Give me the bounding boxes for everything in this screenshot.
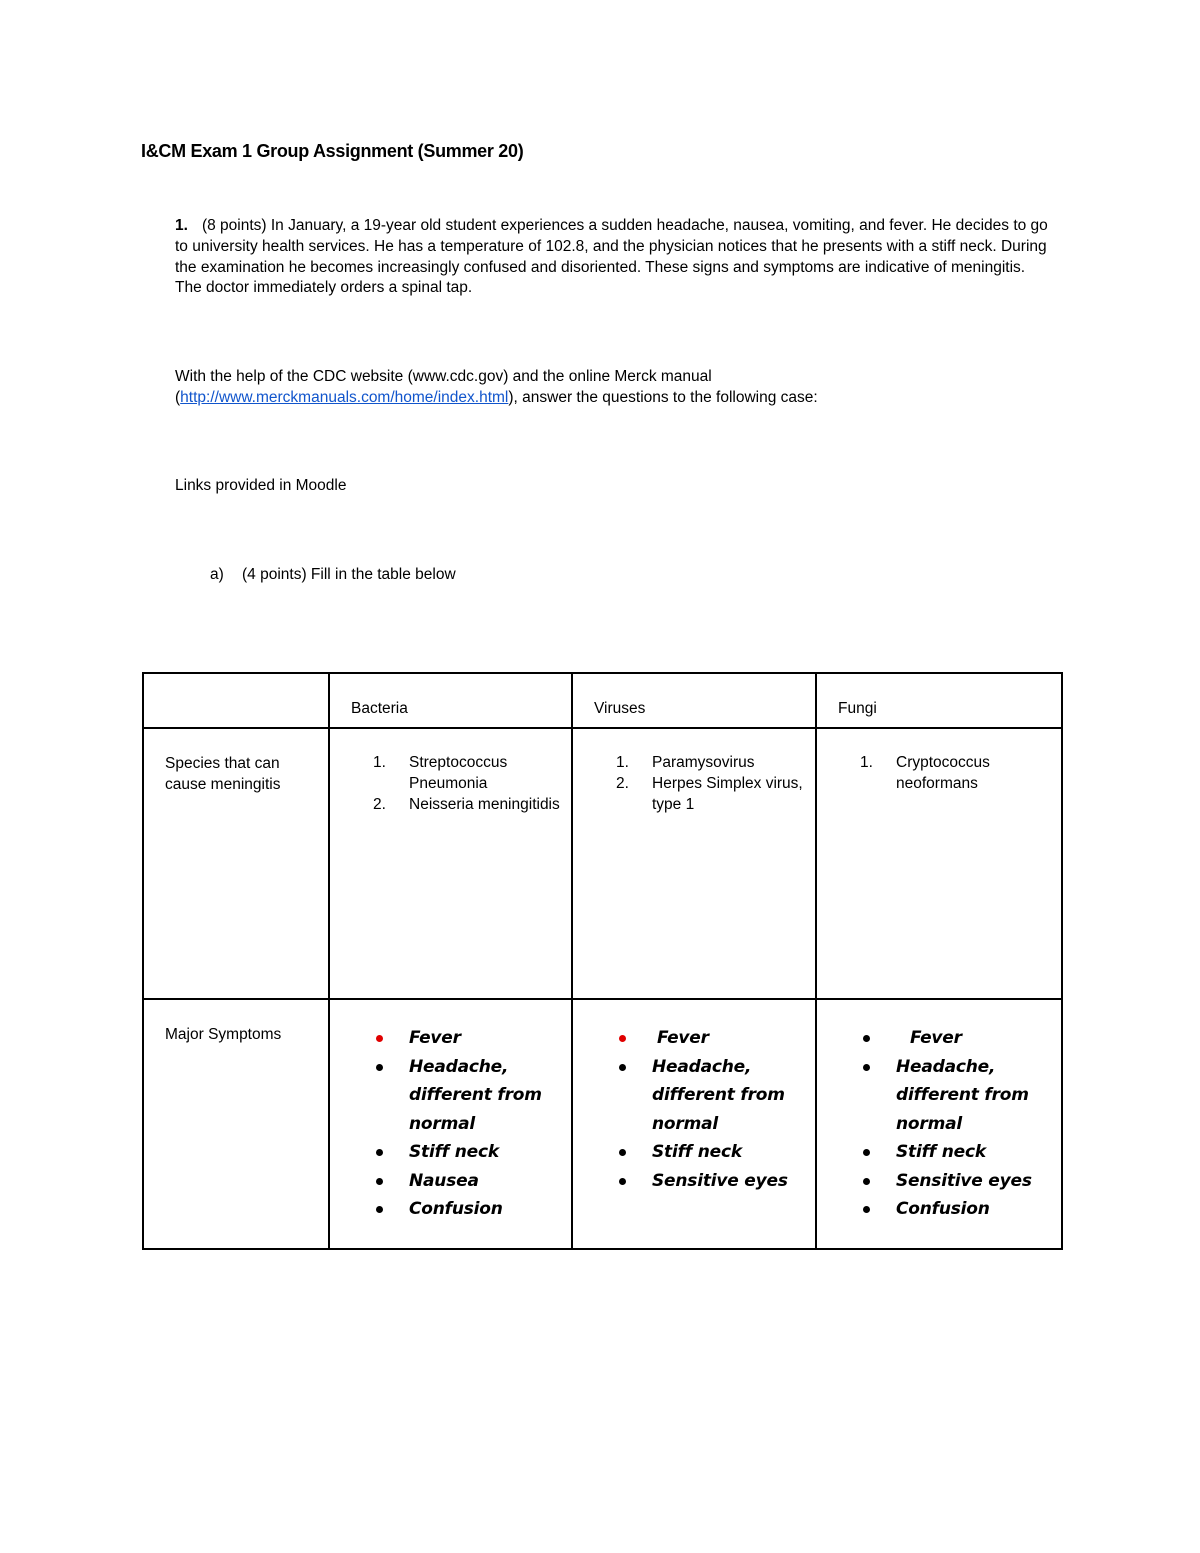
header-cell-bacteria: Bacteria (329, 673, 572, 728)
species-viruses-cell (572, 728, 816, 999)
species-fungi-cell (816, 728, 1062, 999)
question-1 (175, 216, 1055, 299)
sub-question-label: a) (210, 566, 224, 583)
symptom-item (330, 1138, 563, 1167)
item-number: 1. (860, 754, 873, 771)
header-cell-empty (143, 673, 329, 728)
meningitis-table (142, 672, 1063, 1250)
symptom-text: Fever (910, 1028, 962, 1048)
item-text: Herpes Simplex virus, type 1 (652, 775, 803, 813)
species-item (817, 752, 1053, 794)
species-label-cell: Species that can cause meningitis (143, 728, 329, 999)
bullet-icon (863, 1149, 870, 1156)
moodle-note: Links provided in Moodle (175, 477, 347, 494)
item-text: Streptococcus Pneumonia (409, 754, 508, 792)
help-line-1: With the help of the CDC website (www.cdc.gov) and the online Merck manual (175, 368, 712, 385)
species-item (573, 752, 807, 773)
page-title: I&CM Exam 1 Group Assignment (Summer 20) (141, 141, 524, 161)
bullet-icon (376, 1206, 383, 1213)
symptom-item (573, 1167, 807, 1196)
help-line-2-tail: ), answer the questions to the following case: (508, 388, 818, 406)
item-number: 1. (616, 754, 629, 771)
question-text: (8 points) In January, a 19-year old student experiences a sudden headache, nausea, vomiting, and fever. He decides to go to university health services. He has a temperature of 102.8, and the physician notices that he presents with a stiff neck. During the examination he becomes increasingly confused and disoriented. These signs and symptoms are indicative of meningitis. The doctor immediately orders a spinal tap. (175, 217, 1048, 297)
help-paragraph (175, 367, 1055, 409)
symptom-text: Sensitive eyes (896, 1170, 1032, 1191)
symptom-text: Stiff neck (652, 1142, 742, 1162)
bullet-icon (619, 1064, 626, 1071)
symptom-item (817, 1053, 1053, 1139)
bullet-icon (619, 1149, 626, 1156)
bullet-icon (376, 1064, 383, 1071)
symptom-item (330, 1167, 563, 1196)
symptoms-viruses-cell (572, 999, 816, 1249)
bullet-icon (619, 1035, 626, 1042)
symptom-text: Headache, different from normal (896, 1056, 1029, 1134)
item-number: 2. (373, 796, 386, 813)
bullet-icon (376, 1035, 383, 1042)
symptoms-bacteria-cell (329, 999, 572, 1249)
species-item (573, 773, 807, 815)
question-number: 1. (175, 217, 188, 234)
species-list (573, 729, 815, 815)
item-text: Cryptococcus neoformans (896, 754, 990, 792)
symptoms-label-cell: Major Symptoms (143, 999, 329, 1249)
header-cell-fungi: Fungi (816, 673, 1062, 728)
item-text: Neisseria meningitidis (409, 796, 560, 813)
open-paren: ( (175, 388, 181, 406)
symptom-item (817, 1167, 1053, 1196)
symptom-text: Headache, different from normal (652, 1056, 785, 1134)
sub-question-a (210, 565, 456, 586)
symptom-item (817, 1024, 1053, 1053)
symptoms-fungi-cell (816, 999, 1062, 1249)
symptom-item (573, 1138, 807, 1167)
symptom-item (330, 1053, 563, 1139)
item-text: Paramysovirus (652, 754, 755, 771)
species-row (143, 728, 1062, 999)
symptom-item (573, 1024, 807, 1053)
table-header-row (143, 673, 1062, 728)
item-number: 2. (616, 775, 629, 792)
header-cell-viruses: Viruses (572, 673, 816, 728)
bullet-icon (376, 1149, 383, 1156)
symptom-list (330, 1000, 571, 1224)
symptom-item (817, 1195, 1053, 1224)
symptom-text: Confusion (896, 1199, 990, 1219)
bullet-icon (863, 1178, 870, 1185)
bullet-icon (863, 1206, 870, 1213)
symptom-text: Sensitive eyes (652, 1170, 788, 1191)
symptom-text: Fever (657, 1028, 709, 1048)
symptoms-row (143, 999, 1062, 1249)
symptom-item (330, 1024, 563, 1053)
bullet-icon (863, 1064, 870, 1071)
symptom-text: Nausea (409, 1170, 479, 1191)
symptom-list (817, 1000, 1061, 1224)
species-bacteria-cell (329, 728, 572, 999)
symptom-item (573, 1053, 807, 1139)
symptom-item (330, 1195, 563, 1224)
bullet-icon (619, 1178, 626, 1185)
symptom-list (573, 1000, 815, 1195)
sub-question-text: (4 points) Fill in the table below (242, 566, 456, 583)
bullet-icon (863, 1035, 870, 1042)
species-item (330, 752, 563, 794)
bullet-icon (376, 1178, 383, 1185)
symptom-item (817, 1138, 1053, 1167)
merck-manual-link[interactable]: http://www.merckmanuals.com/home/index.html (180, 388, 509, 406)
symptom-text: Fever (409, 1028, 461, 1048)
species-item (330, 794, 563, 815)
symptom-text: Confusion (409, 1199, 503, 1219)
item-number: 1. (373, 754, 386, 771)
species-list (330, 729, 571, 815)
symptom-text: Headache, different from normal (409, 1056, 542, 1134)
symptom-text: Stiff neck (896, 1142, 986, 1162)
species-list (817, 729, 1061, 794)
symptom-text: Stiff neck (409, 1142, 499, 1162)
